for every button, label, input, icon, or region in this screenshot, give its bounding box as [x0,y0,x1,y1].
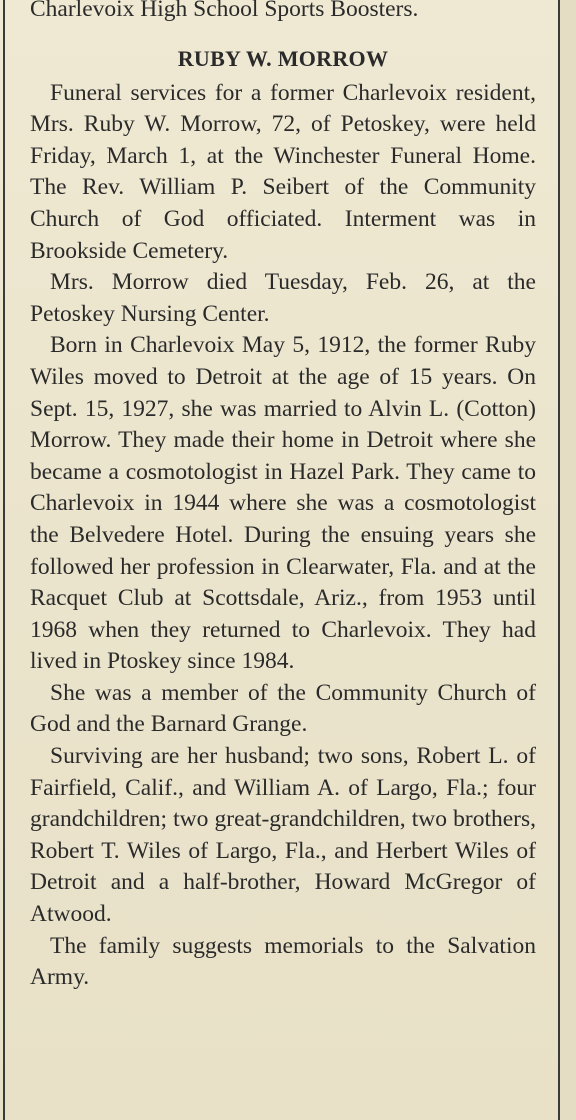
paragraph-biography: Born in Charlevoix May 5, 1912, the former Ruby Wiles moved to Detroit at the age of 15 years. On Sept. 15, 1927, she was married to Alvin L. (Cotton) Morrow. They made their home in Detroit where she became a cosmotologist in Hazel Park. They came to Charlevoix in 1944 where she was a cosmotologist the Belvedere Hotel. During the ensuing years she followed her profession in Clearwater, Fla. and at the Racquet Club at Scottsdale, Ariz., from 1953 until 1968 when they returned to Charlevoix. They had lived in Ptoskey since 1984. [30,332,536,675]
right-margin [560,0,576,1120]
left-column-rule [3,0,5,1120]
obituary-headline: RUBY W. MORROW [177,45,389,71]
paragraph-memorials: The family suggests memorials to the Salvation Army. [30,932,536,991]
paragraph-funeral-services: Funeral services for a former Charlevoix resident, Mrs. Ruby W. Morrow, 72, of Petoskey, were held Friday, March 1, at the Winchester Funeral Home. The Rev. William P. Seibert of the Community Church of God officiated. Interment was in Brookside Cemetery. [30,79,536,264]
obituary-column [30,0,536,994]
previous-article-tail: Charlevoix High School Sports Boosters. [30,0,419,22]
paragraph-survivors: Surviving are her husband; two sons, Robert L. of Fairfield, Calif., and William A. of Largo, Fla.; four grandchildren; two great-grandchildren, two brothers, Robert T. Wiles of Largo, Fla., and Herbert Wiles of Detroit and a half-brother, Howard McGregor of Atwood. [30,743,536,928]
paragraph-death: Mrs. Morrow died Tuesday, Feb. 26, at the Petoskey Nursing Center. [30,269,536,327]
paragraph-membership: She was a member of the Community Church of God and the Barnard Grange. [30,679,536,738]
